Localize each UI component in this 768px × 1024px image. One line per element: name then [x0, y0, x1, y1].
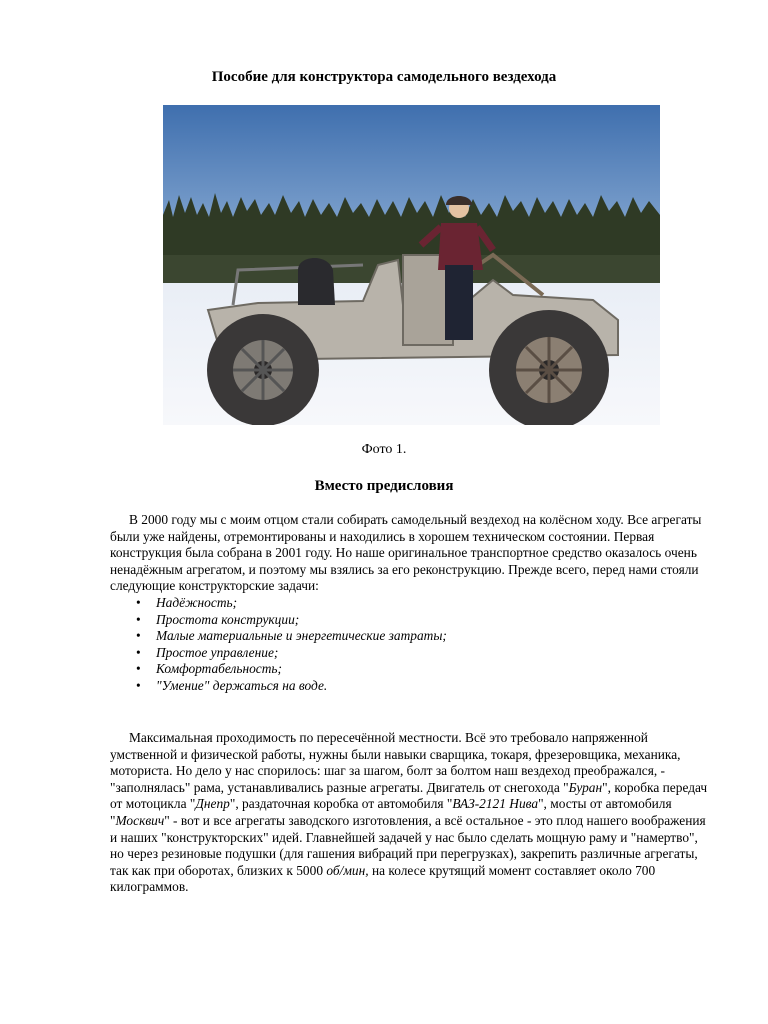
photo-caption: Фото 1.	[361, 442, 407, 457]
task-text: "Умение" держаться на воде.	[156, 677, 328, 693]
main-paragraph: Максимальная проходимость по пересечённой местности. Всё это требовало напряженной умственной и физической работы, нужны были навыки сварщика, токаря, фрезеровщика, механика, моториста. Но дело у нас спорилось: шаг за шагом, болт за болтом наш вездеход преображался, - "заполнялась" рама, устанавливались разные агрегаты. Двигатель от снегохода "Буран", коробка передач от мотоцикла "Днепр", раздаточная коробка от автомобиля "ВАЗ-2121 Нива", мосты от автомобиля "Москвич" - вот и все агрегаты заводского изготовления, а всё остальное - это плод нашего воображения и наших "конструкторских" идей. Главнейшей задачей у нас было сделать мощную раму и "намертво", но через резиновые подушки (для гашения вибраций при перегрузках), закрепить различные агрегаты, так как при оборотах, близких к 5000 об/мин, на колесе крутящий момент составляет около 700 килограммов.	[110, 730, 708, 895]
list-item: • Простота конструкции;	[136, 611, 300, 627]
vehicle-photo	[163, 105, 660, 425]
list-item: • Комфортабельность;	[136, 661, 282, 677]
task-text: Простое управление;	[156, 644, 279, 660]
list-item: • Простое управление;	[136, 644, 279, 660]
task-text: Комфортабельность;	[156, 661, 282, 677]
main-section	[110, 730, 710, 896]
document-title: Пособие для конструктора самодельного вездехода	[211, 69, 557, 85]
intro-section	[110, 512, 710, 695]
section-heading: Вместо предисловия	[314, 478, 454, 494]
intro-paragraph: В 2000 году мы с моим отцом стали собирать самодельный вездеход на колёсном ходу. Все агрегаты были уже найдены, отремонтированы и находились в хорошем техническом состоянии. Первая конструкция была собрана в 2001 году. Но наше оригинальное транспортное средство оказалось очень ненадёжным агрегатом, и поэтому мы взялись за его реконструкцию. Прежде всего, перед нами стояли следующие конструкторские задачи:	[110, 512, 702, 594]
task-text: Малые материальные и энергетические затраты;	[156, 628, 447, 644]
list-item: • Надёжность;	[136, 594, 238, 610]
task-text: Простота конструкции;	[156, 611, 300, 627]
list-item: • "Умение" держаться на воде.	[136, 677, 328, 693]
task-list	[110, 595, 710, 695]
list-item: • Малые материальные и энергетические затраты;	[136, 628, 447, 644]
task-text: Надёжность;	[156, 594, 238, 610]
